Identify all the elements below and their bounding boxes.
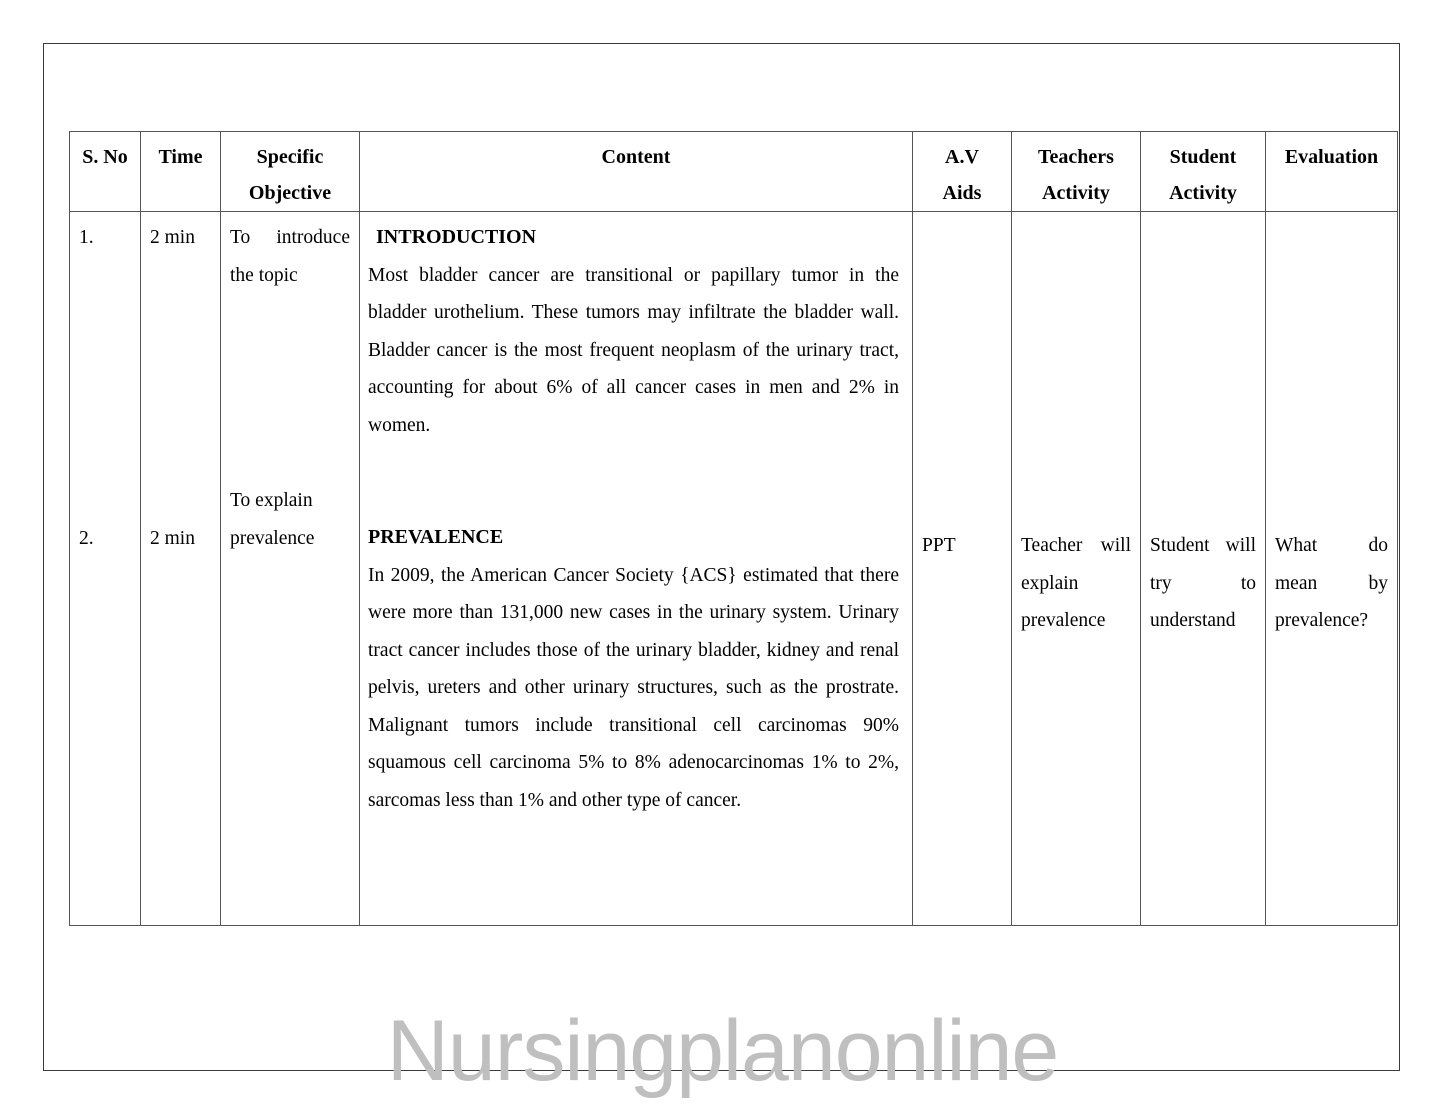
time-filler (150, 332, 211, 520)
sno-filler (79, 332, 131, 520)
column-header-student-activity-line1: Student (1169, 146, 1237, 168)
column-header-specific-objective-line1: Specific (256, 146, 324, 168)
column-header-time (141, 132, 221, 212)
time-gap (150, 257, 211, 332)
student-activity-spacer (1150, 219, 1256, 527)
objective-gap (230, 294, 350, 369)
column-header-sno-line1: S. No (82, 146, 128, 168)
table-header-row (70, 132, 1398, 212)
cell-content (360, 212, 913, 926)
row2-content-body: In 2009, the American Cancer Society {ACS} estimated that there were more than 131,000 new cases in the urinary system. Urinary tract cancer includes those of the urinary bladder, kidney and renal pelvis, ureters and other urinary structures, such as the prostrate. Malignant tumors include transitional cell carcinomas 90% squamous cell carcinoma 5% to 8% adenocarcinomas 1% to 2%, sarcomas less than 1% and other type of cancer. (368, 564, 899, 811)
row1-objective: To introduce the topic (230, 227, 350, 286)
site-watermark: Nursingplanonline (386, 1003, 1059, 1099)
column-header-time-line1: Time (158, 146, 203, 168)
column-header-teachers-activity-line1: Teachers (1038, 146, 1114, 168)
column-header-teachers-activity-line2: Activity (1042, 182, 1110, 204)
row1-time: 2 min (150, 227, 195, 248)
row2-content-heading: PREVALENCE (368, 526, 504, 548)
objective-filler (230, 369, 350, 482)
lesson-plan-table (69, 131, 1398, 926)
column-header-content-line1: Content (601, 146, 671, 168)
page-frame (43, 43, 1400, 1071)
row2-evaluation: What do mean by prevalence? (1275, 535, 1388, 631)
evaluation-spacer (1275, 219, 1388, 527)
column-header-teachers-activity (1012, 132, 1141, 212)
column-header-av-aids (913, 132, 1012, 212)
row1-sno: 1. (79, 227, 94, 248)
teachers-activity-spacer (1021, 219, 1131, 527)
content-gap (368, 444, 899, 519)
row1-content-body: Most bladder cancer are transitional or papillary tumor in the bladder urothelium. These tumors may infiltrate the bladder wall. Bladder cancer is the most frequent neoplasm of the urinary tract, accounting for about 6% of all cancer cases in men and 2% in women. (368, 264, 899, 436)
column-header-specific-objective (221, 132, 360, 212)
sno-gap (79, 257, 131, 332)
cell-times (141, 212, 221, 926)
row2-teachers-activity: Teacher will explain prevalence (1021, 535, 1131, 631)
table-row (70, 212, 1398, 926)
column-header-evaluation-line1: Evaluation (1284, 146, 1379, 168)
column-header-student-activity-line2: Activity (1169, 182, 1237, 204)
cell-evaluation (1266, 212, 1398, 926)
column-header-av-aids-line1: A.V (945, 146, 979, 168)
column-header-student-activity (1141, 132, 1266, 212)
row2-sno: 2. (79, 527, 94, 549)
cell-teachers-activity (1012, 212, 1141, 926)
column-header-av-aids-line2: Aids (942, 182, 982, 204)
column-header-evaluation (1266, 132, 1398, 212)
column-header-specific-objective-line2: Objective (248, 182, 332, 204)
row2-objective: To explain prevalence (230, 490, 315, 549)
row2-student-activity: Student will try to understand (1150, 535, 1256, 631)
cell-serial-numbers (70, 212, 141, 926)
row1-content-heading: INTRODUCTION (376, 226, 537, 248)
column-header-sno (70, 132, 141, 212)
av-aids-spacer (922, 219, 1002, 527)
row2-time: 2 min (150, 527, 195, 549)
cell-specific-objectives (221, 212, 360, 926)
column-header-content (360, 132, 913, 212)
cell-av-aids (913, 212, 1012, 926)
row2-av-aids: PPT (922, 535, 956, 556)
cell-student-activity (1141, 212, 1266, 926)
